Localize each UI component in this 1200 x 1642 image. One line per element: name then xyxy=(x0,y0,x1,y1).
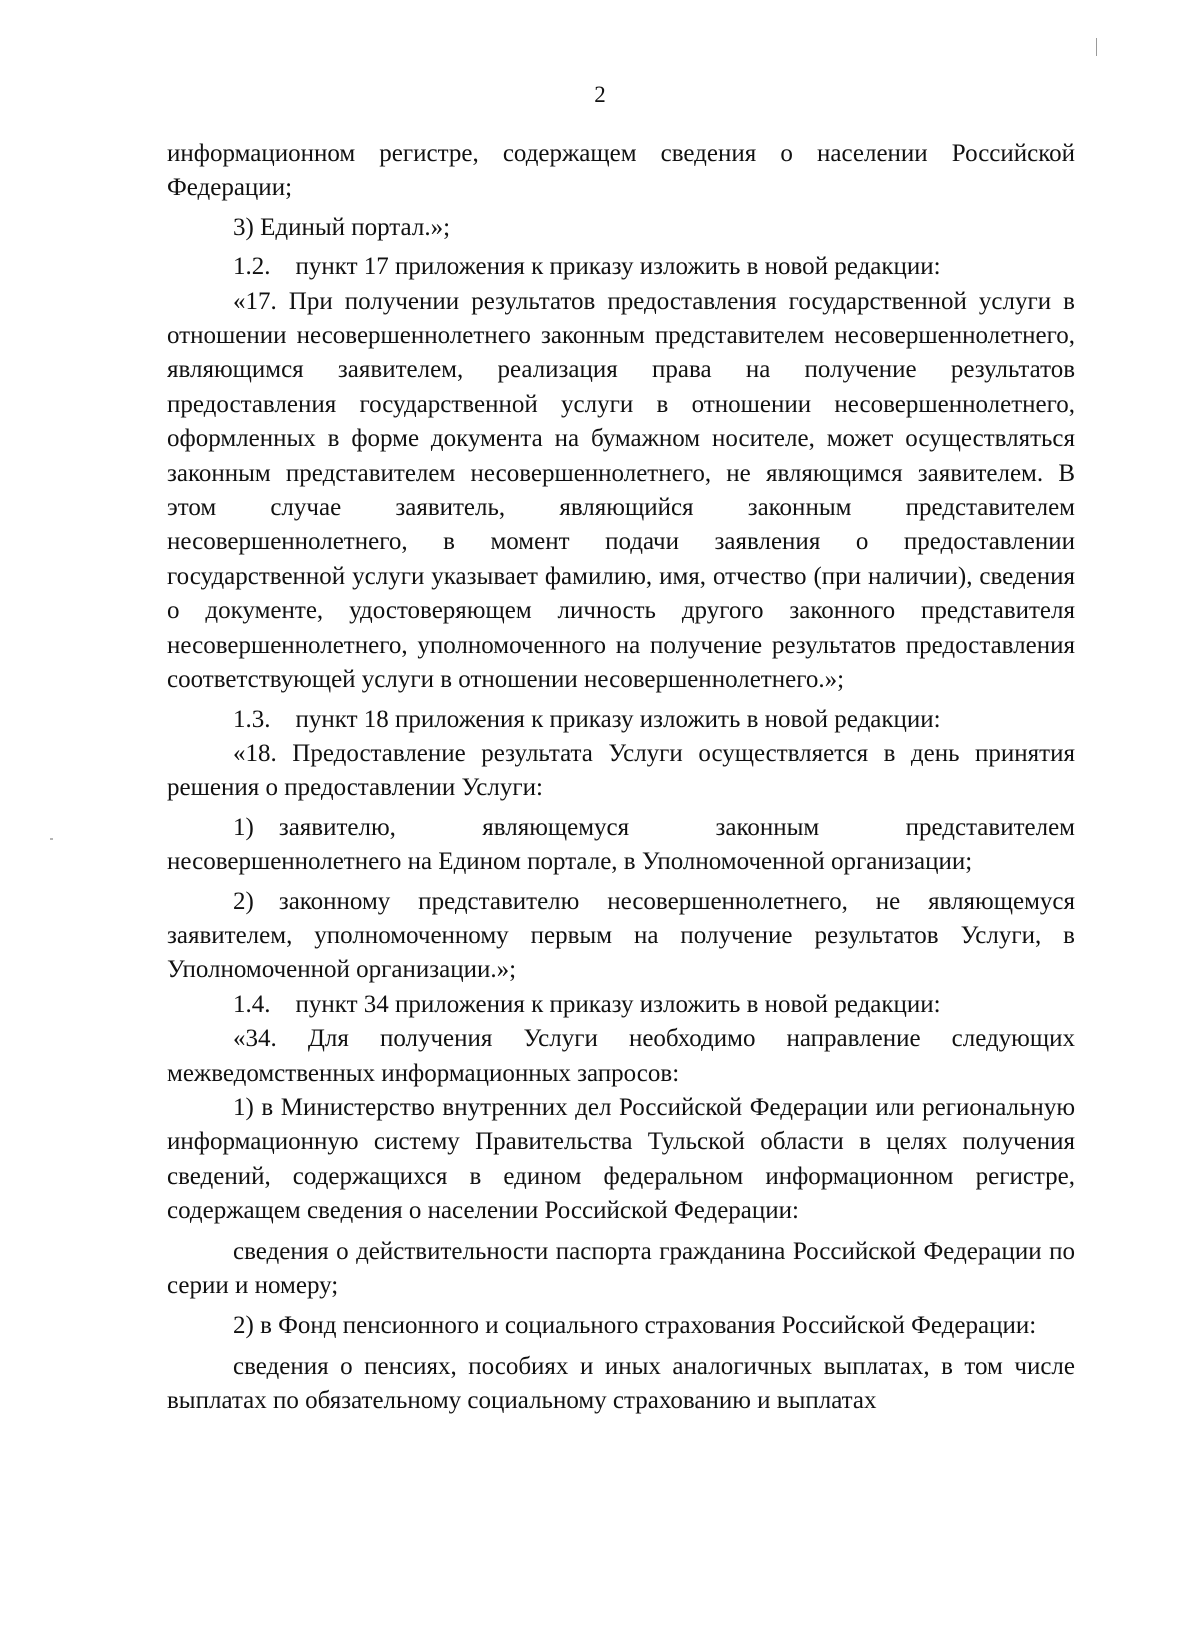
paragraph-1-2: 1.2. пункт 17 приложения к приказу изложить в новой редакции: xyxy=(233,253,941,281)
paragraph-1-4: 1.4. пункт 34 приложения к приказу изложить в новой редакции: xyxy=(233,990,941,1018)
paragraph-clause-18: «18. Предоставление результата Услуги осуществляется в день принятия решения о предоставлении Услуги: xyxy=(167,739,1075,802)
document-body xyxy=(167,137,1075,1419)
paragraph-passport-info: сведения о действительности паспорта гражданина Российской Федерации по серии и номеру; xyxy=(167,1237,1075,1299)
paragraph-clause-34-item-2: 2) в Фонд пенсионного и социального страхования Российской Федерации: xyxy=(233,1312,1037,1340)
paragraph-1-3: 1.3. пункт 18 приложения к приказу изложить в новой редакции: xyxy=(233,705,941,733)
paragraph-clause-34-item-1: 1) в Министерство внутренних дел Российской Федерации или региональную информационную систему Правительства Тульской области в целях получения сведений, содержащихся в едином федеральном информационном регистре, содержащем сведения о населении Российской Федерации: xyxy=(167,1093,1075,1225)
scan-artifact-dot xyxy=(50,838,53,840)
paragraph-clause-17: «17. При получении результатов предоставления государственной услуги в отношении несовершеннолетнего законным представителем несовершеннолетнего, являющимся заявителем, реализация права на получение результатов предоставления государственной услуги в отношении несовершеннолетнего, оформленных в форме документа на бумажном носителе, может осуществляться законным представителем несовершеннолетнего, не являющимся заявителем. В этом случае заявитель, являющийся законным представителем несовершеннолетнего, в момент подачи заявления о предоставлении государственной услуги указывает фамилию, имя, отчество (при наличии), сведения о документе, удостоверяющем личность другого законного представителя несовершеннолетнего, уполномоченного на получение результатов предоставления соответствующей услуги в отношении несовершеннолетнего.»; xyxy=(167,287,1075,694)
page-number: 2 xyxy=(594,82,606,107)
paragraph-clause-18-item-2: 2) законному представителю несовершеннолетнего, не являющемуся заявителем, уполномоченному первым на получение результатов Услуги, в Уполномоченной организации.»; xyxy=(167,887,1075,984)
scan-artifact-mark xyxy=(1096,38,1097,56)
paragraph-pension-info: сведения о пенсиях, пособиях и иных аналогичных выплатах, в том числе выплатах по обязательному социальному страхованию и выплатах xyxy=(167,1352,1075,1415)
paragraph-continuation: информационном регистре, содержащем сведения о населении Российской Федерации; xyxy=(167,140,1075,202)
paragraph-item-3: 3) Единый портал.»; xyxy=(233,213,451,241)
paragraph-clause-18-item-1: 1) заявителю, являющемуся законным представителем несовершеннолетнего на Едином портале, в Уполномоченной организации; xyxy=(167,813,1075,876)
paragraph-clause-34: «34. Для получения Услуги необходимо направление следующих межведомственных информационных запросов: xyxy=(167,1025,1075,1087)
